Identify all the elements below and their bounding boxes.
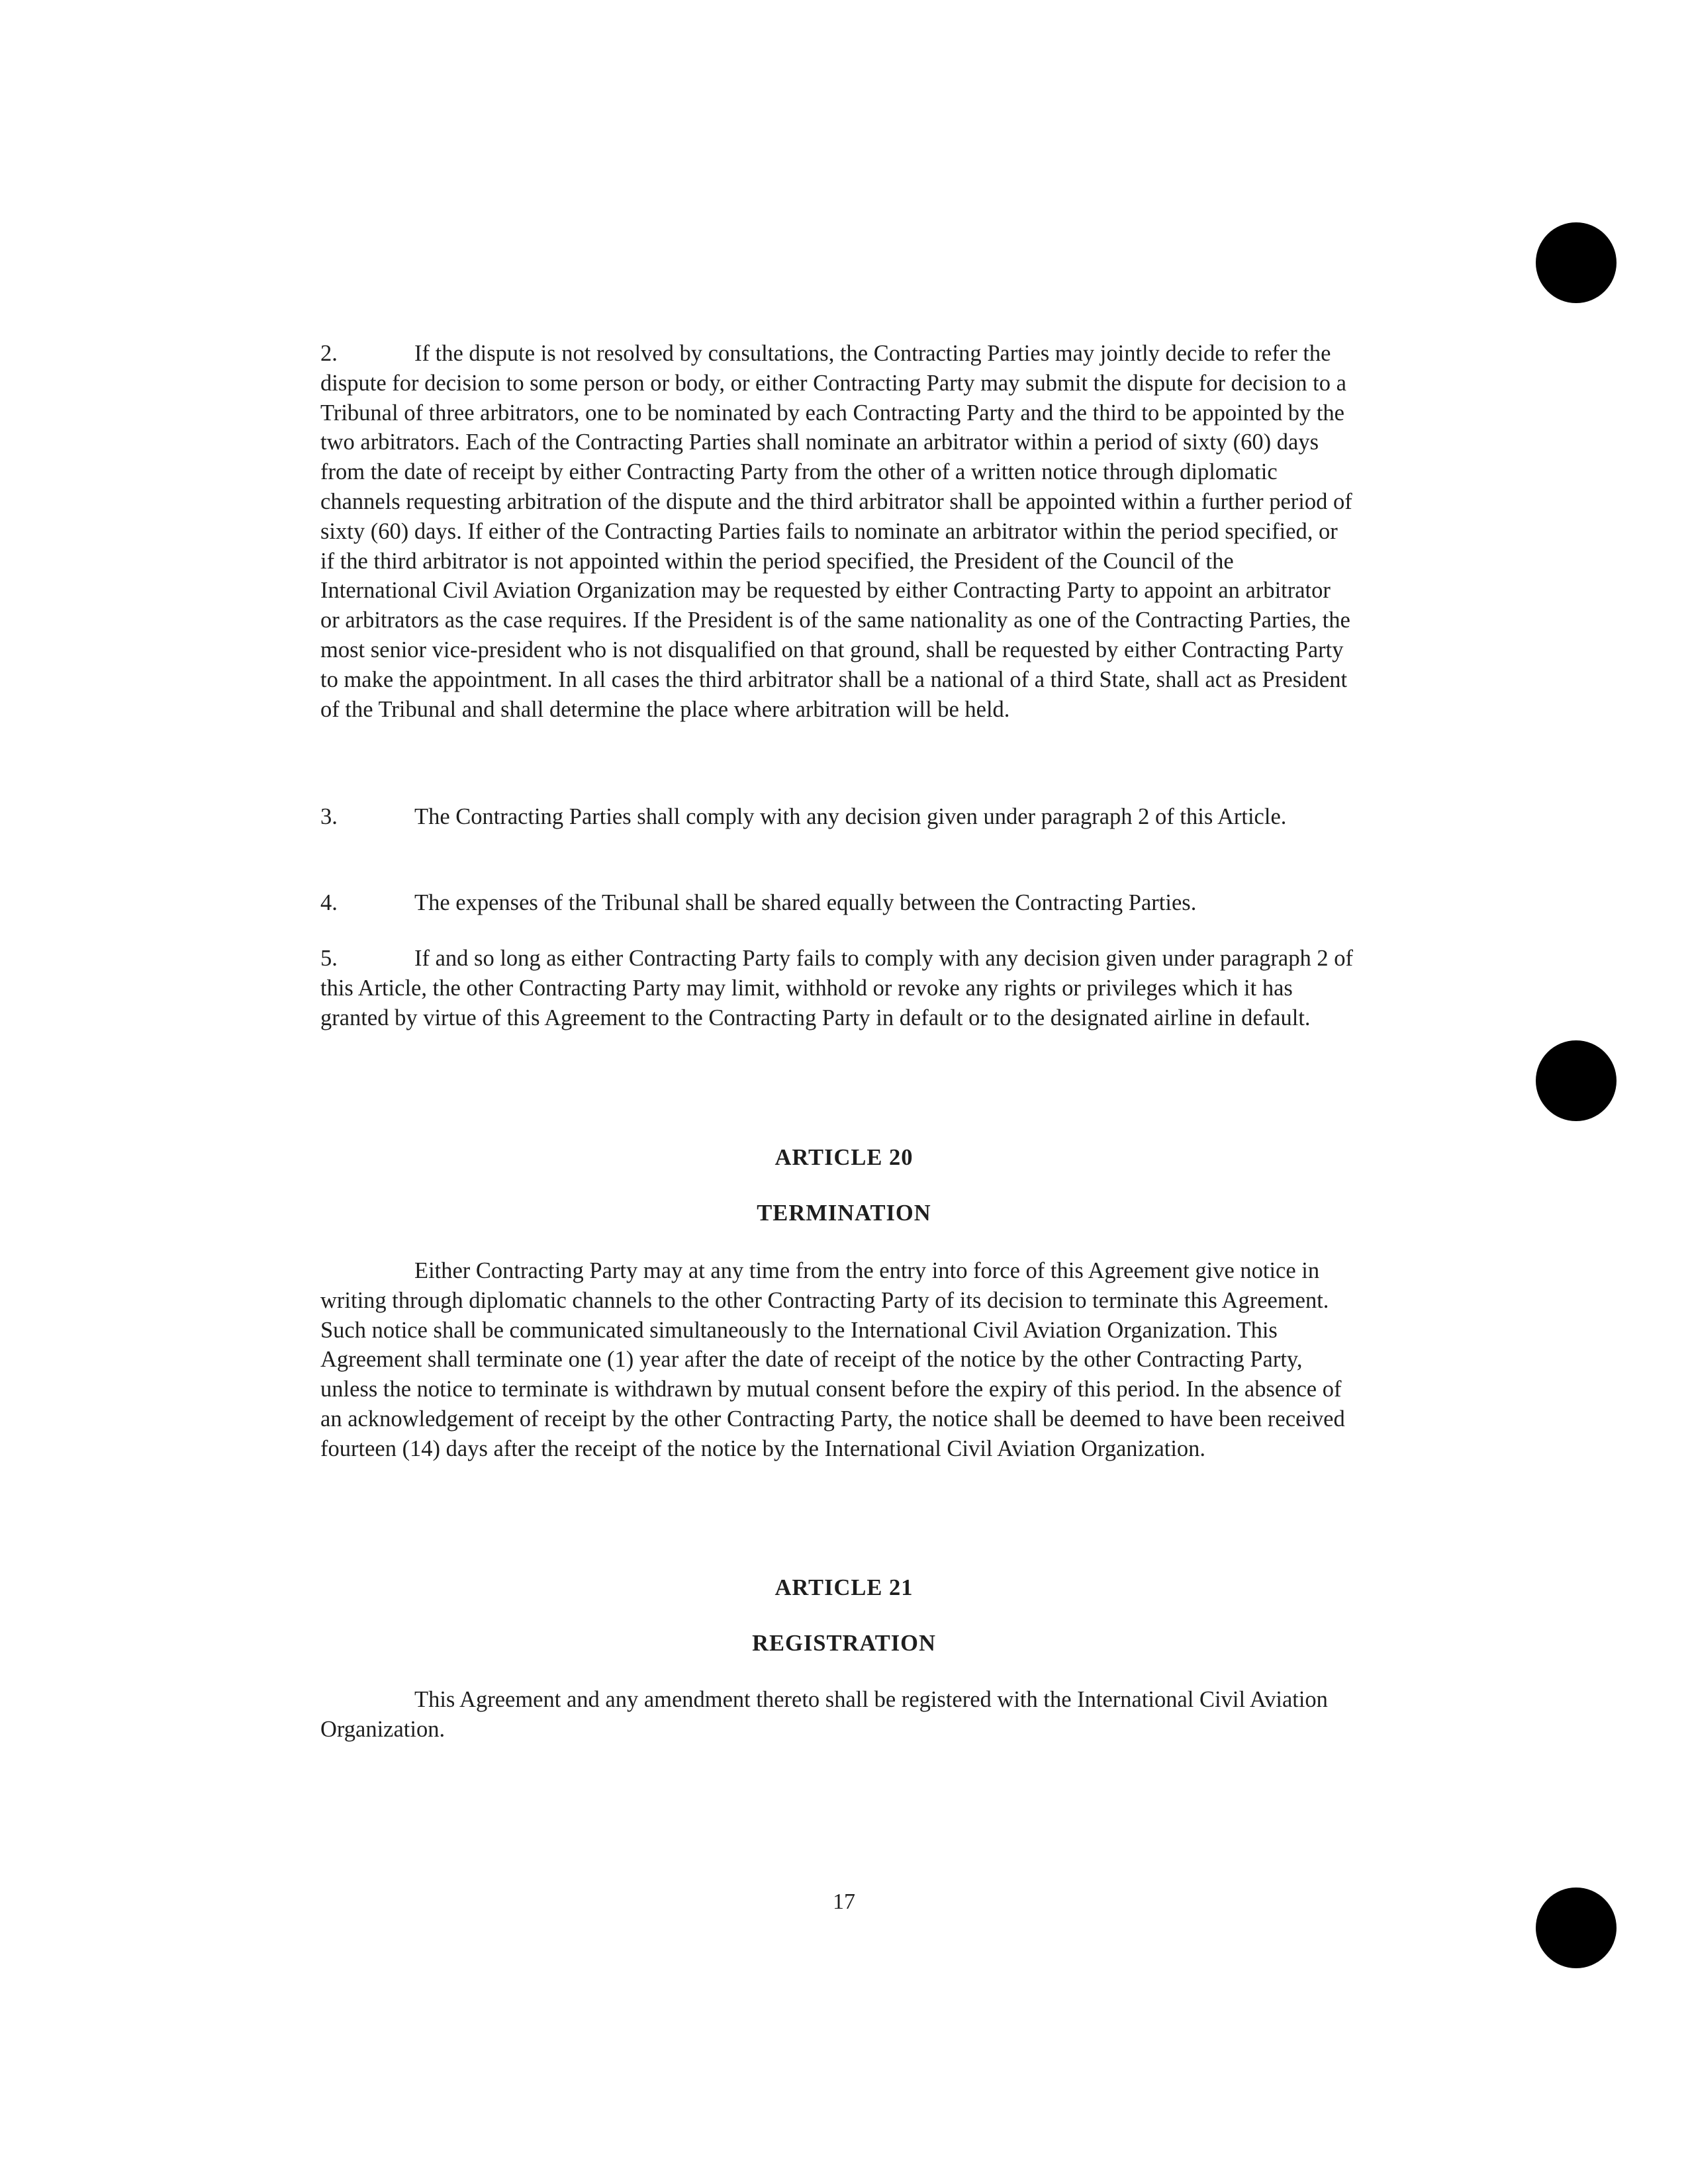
paragraph-5	[320, 944, 1353, 1032]
paragraph-text: If and so long as either Contracting Party fails to comply with any decision given under paragraph 2 of this Article, the other Contracting Party may limit, withhold or revoke any rights or privileges which it has granted by virtue of this Agreement to the Contracting Party in default or to the designated airline in default.	[320, 946, 1353, 1030]
paragraph-number: 4.	[320, 890, 338, 915]
page-number: 17	[833, 1889, 855, 1914]
article-20-title: TERMINATION	[757, 1201, 931, 1226]
paragraph-text: Either Contracting Party may at any time from the entry into force of this Agreement give notice in writing through diplomatic channels to the other Contracting Party of its decision to terminate this Agreement. Such notice shall be communicated simultaneously to the International Civil Aviation Organization. This Agreement shall terminate one (1) year after the date of receipt of the notice by the other Contracting Party, unless the notice to terminate is withdrawn by mutual consent before the expiry of this period. In the absence of an acknowledgement of receipt by the other Contracting Party, the notice shall be deemed to have been received fourteen (14) days after the receipt of the notice by the International Civil Aviation Organization.	[320, 1258, 1345, 1461]
article-21-heading: ARTICLE 21	[774, 1575, 914, 1600]
article-20-text	[320, 1256, 1353, 1464]
article-21-title: REGISTRATION	[752, 1631, 936, 1656]
paragraph-text: The expenses of the Tribunal shall be shared equally between the Contracting Parties.	[414, 890, 1197, 915]
paragraph-number: 3.	[320, 804, 338, 829]
paragraph-4	[320, 888, 1353, 918]
paragraph-number: 5.	[320, 946, 338, 971]
paragraph-text: The Contracting Parties shall comply with any decision given under paragraph 2 of this Article.	[414, 804, 1287, 829]
article-21-text	[320, 1685, 1353, 1745]
punch-hole-middle	[1536, 1040, 1617, 1121]
punch-hole-top	[1536, 222, 1617, 303]
paragraph-3	[320, 802, 1353, 832]
article-20-heading: ARTICLE 20	[774, 1145, 914, 1170]
paragraph-2	[320, 339, 1353, 724]
paragraph-text: This Agreement and any amendment thereto shall be registered with the International Civil Aviation Organization.	[320, 1687, 1328, 1742]
paragraph-number: 2.	[320, 341, 338, 366]
paragraph-text: If the dispute is not resolved by consultations, the Contracting Parties may jointly decide to refer the dispute for decision to some person or body, or either Contracting Party may submit the dispute for decision to a Tribunal of three arbitrators, one to be nominated by each Contracting Party and the third to be appointed by the two arbitrators. Each of the Contracting Parties shall nominate an arbitrator within a period of sixty (60) days from the date of receipt by either Contracting Party from the other of a written notice through diplomatic channels requesting arbitration of the dispute and the third arbitrator shall be appointed within a further period of sixty (60) days. If either of the Contracting Parties fails to nominate an arbitrator within the period specified, or if the third arbitrator is not appointed within the period specified, the President of the Council of the International Civil Aviation Organization may be requested by either Contracting Party to appoint an arbitrator or arbitrators as the case requires. If the President is of the same nationality as one of the Contracting Parties, the most senior vice-president who is not disqualified on that ground, shall be requested by either Contracting Party to make the appointment. In all cases the third arbitrator shall be a national of a third State, shall act as President of the Tribunal and shall determine the place where arbitration will be held.	[320, 341, 1352, 722]
